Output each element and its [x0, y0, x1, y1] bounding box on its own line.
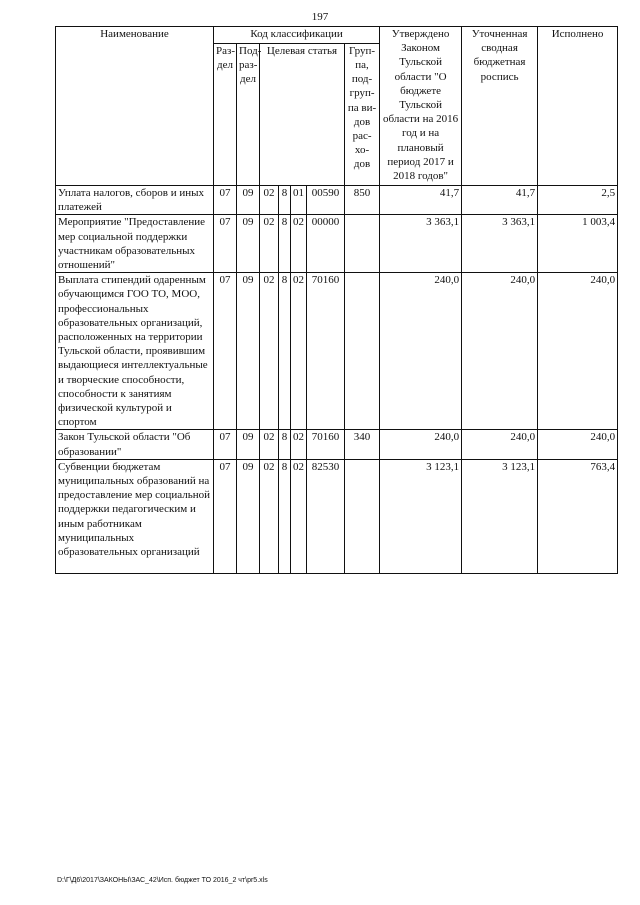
header-name: Наименование [56, 27, 214, 186]
row-cs4: 00590 [307, 186, 345, 215]
row-refined: 3 123,1 [462, 459, 538, 573]
row-cs3: 02 [291, 430, 307, 459]
row-vr [345, 273, 380, 430]
row-approved: 240,0 [380, 430, 462, 459]
row-cs1: 02 [260, 186, 279, 215]
row-vr: 340 [345, 430, 380, 459]
row-cs2: 8 [279, 430, 291, 459]
row-podrazdel: 09 [237, 459, 260, 573]
row-cs3: 02 [291, 273, 307, 430]
row-refined: 3 363,1 [462, 215, 538, 273]
row-razdel: 07 [214, 186, 237, 215]
row-refined: 240,0 [462, 273, 538, 430]
row-executed: 240,0 [538, 273, 618, 430]
header-code-group: Код классификации [214, 27, 380, 44]
footer-file-path: D:\Г\Д6\2017\ЗАКОНЫ\ЗАС_42\Исп. бюджет ТО 2016_2 чт\pr5.xls [57, 877, 268, 884]
row-cs1: 02 [260, 430, 279, 459]
row-vr [345, 215, 380, 273]
row-cs3: 02 [291, 215, 307, 273]
header-subsection: Под-раз-дел [237, 43, 260, 185]
row-podrazdel: 09 [237, 273, 260, 430]
row-cs2: 8 [279, 186, 291, 215]
table-row [56, 215, 618, 273]
header-row-1 [56, 27, 618, 44]
row-cs1: 02 [260, 215, 279, 273]
header-approved: Утверждено Законом Тульской области "О бюджете Тульской области на 2016 год и на плановый период 2017 и 2018 годов" [380, 27, 462, 186]
row-refined: 41,7 [462, 186, 538, 215]
row-approved: 240,0 [380, 273, 462, 430]
row-razdel: 07 [214, 215, 237, 273]
row-cs4: 82530 [307, 459, 345, 573]
row-razdel: 07 [214, 273, 237, 430]
row-cs1: 02 [260, 459, 279, 573]
row-cs2: 8 [279, 273, 291, 430]
row-executed: 1 003,4 [538, 215, 618, 273]
row-approved: 3 123,1 [380, 459, 462, 573]
row-cs2: 8 [279, 215, 291, 273]
row-executed: 240,0 [538, 430, 618, 459]
row-vr [345, 459, 380, 573]
table-row [56, 459, 618, 573]
row-executed: 763,4 [538, 459, 618, 573]
table-row [56, 273, 618, 430]
row-refined: 240,0 [462, 430, 538, 459]
header-refined: Уточненная сводная бюджетная роспись [462, 27, 538, 186]
row-cs3: 02 [291, 459, 307, 573]
table-row [56, 430, 618, 459]
row-podrazdel: 09 [237, 186, 260, 215]
header-expense-group: Груп-па, под-груп-па ви-дов рас-хо-дов [345, 43, 380, 185]
header-target-article: Целевая статья [260, 43, 345, 185]
header-executed: Исполнено [538, 27, 618, 186]
row-cs4: 70160 [307, 273, 345, 430]
row-name: Субвенции бюджетам муниципальных образований на предоставление мер социальной поддержки педагогическим и иным работникам муниципальных образовательных организаций [56, 459, 214, 573]
row-approved: 3 363,1 [380, 215, 462, 273]
row-podrazdel: 09 [237, 215, 260, 273]
budget-execution-table [55, 26, 618, 574]
row-name: Выплата стипендий одаренным обучающимся ГОО ТО, МОО, профессиональных образовательных организаций, расположенных на территории Тульской области, проявившим выдающиеся интеллектуальные и творческие способности, способности к занятиям физической культурой и спортом [56, 273, 214, 430]
row-cs1: 02 [260, 273, 279, 430]
row-cs4: 70160 [307, 430, 345, 459]
row-podrazdel: 09 [237, 430, 260, 459]
row-cs3: 01 [291, 186, 307, 215]
row-name: Мероприятие "Предоставление мер социальной поддержки участникам образовательных отношений" [56, 215, 214, 273]
row-approved: 41,7 [380, 186, 462, 215]
row-razdel: 07 [214, 459, 237, 573]
row-name: Закон Тульской области "Об образовании" [56, 430, 214, 459]
row-razdel: 07 [214, 430, 237, 459]
row-vr: 850 [345, 186, 380, 215]
page-number: 197 [311, 11, 329, 23]
row-name: Уплата налогов, сборов и иных платежей [56, 186, 214, 215]
row-cs4: 00000 [307, 215, 345, 273]
row-cs2: 8 [279, 459, 291, 573]
table-row [56, 186, 618, 215]
header-section: Раз-дел [214, 43, 237, 185]
row-executed: 2,5 [538, 186, 618, 215]
